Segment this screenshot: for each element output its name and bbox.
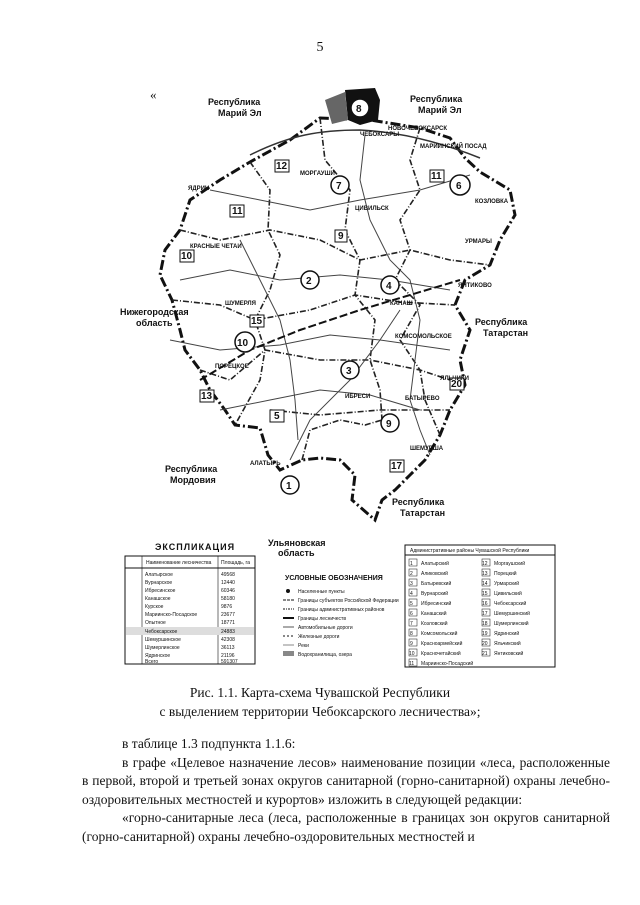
- town-cheboksary: ЧЕБОКСАРЫ: [360, 132, 400, 138]
- town-shumerlya: ШУМЕРЛЯ: [225, 301, 256, 307]
- region-10b: 10: [181, 251, 193, 262]
- map-svg: [120, 80, 560, 670]
- explication-title: ЭКСПЛИКАЦИЯ: [155, 542, 236, 552]
- svg-text:18: 18: [482, 621, 488, 627]
- svg-text:1: 1: [410, 561, 413, 567]
- svg-text:Курское: Курское: [145, 604, 164, 610]
- town-morgaushi: МОРГАУШИ: [300, 171, 335, 177]
- region-5: 5: [274, 411, 280, 422]
- legend-title: УСЛОВНЫЕ ОБОЗНАЧЕНИЯ: [285, 575, 383, 582]
- svg-text:Вурнарское: Вурнарское: [145, 580, 173, 586]
- town-tsivilsk: ЦИВИЛЬСК: [355, 206, 389, 212]
- svg-text:Ядринское: Ядринское: [145, 653, 171, 659]
- town-kanash: КАНАШ: [390, 301, 413, 307]
- svg-text:16: 16: [482, 601, 488, 607]
- label-tatarstan-2: Татарстан: [483, 328, 529, 338]
- region-20: 20: [451, 379, 463, 390]
- svg-text:Границы административных район: Границы административных районов: [298, 607, 385, 613]
- region-1: 1: [286, 481, 292, 492]
- region-8: 8: [356, 104, 362, 115]
- svg-text:12440: 12440: [221, 580, 235, 586]
- svg-text:Красноармейский: Красноармейский: [421, 641, 463, 647]
- svg-text:Мариинско-Посадский: Мариинско-Посадский: [421, 661, 474, 667]
- region-15: 15: [251, 316, 263, 327]
- body-text: [82, 735, 610, 846]
- svg-text:60346: 60346: [221, 588, 235, 594]
- region-number-labels: [180, 99, 470, 494]
- svg-text:Границы лесничеств: Границы лесничеств: [298, 616, 346, 622]
- svg-text:Моргаушский: Моргаушский: [494, 561, 526, 567]
- svg-text:20: 20: [482, 641, 488, 647]
- figure-caption: [0, 683, 640, 721]
- svg-text:Аликовский: Аликовский: [421, 571, 448, 577]
- svg-text:Населенные пункты: Населенные пункты: [298, 589, 345, 595]
- svg-text:6: 6: [410, 611, 413, 617]
- region-3: 3: [346, 366, 352, 377]
- caption-line-1: Рис. 1.1. Карта-схема Чувашской Республики: [189, 685, 451, 700]
- town-yalchiki: ЯЛЬЧИКИ: [440, 376, 469, 382]
- svg-text:Всего: Всего: [145, 659, 159, 665]
- label-mari-el-east-1: Республика: [410, 94, 463, 104]
- svg-text:7: 7: [410, 621, 413, 627]
- label-mari-el-2: Марий Эл: [218, 108, 262, 118]
- svg-text:Реки: Реки: [298, 643, 309, 649]
- svg-text:23677: 23677: [221, 612, 235, 618]
- town-kozlovka: КОЗЛОВКА: [475, 199, 509, 205]
- explication-col-area: Площадь, га: [221, 560, 251, 566]
- label-nizhny-1: Нижегородская: [120, 307, 189, 317]
- svg-text:13: 13: [482, 571, 488, 577]
- svg-text:Шемуршинский: Шемуршинский: [494, 611, 530, 617]
- svg-text:3: 3: [410, 581, 413, 587]
- svg-text:591307: 591307: [221, 659, 238, 665]
- svg-text:Урмарский: Урмарский: [494, 581, 520, 587]
- svg-text:Шумерлинское: Шумерлинское: [145, 645, 180, 651]
- svg-text:Красночетайский: Красночетайский: [421, 651, 461, 657]
- region-4: 4: [386, 281, 392, 292]
- svg-text:10: 10: [409, 651, 415, 657]
- svg-text:Водохранилища, озера: Водохранилища, озера: [298, 652, 352, 658]
- region-6: 6: [456, 181, 462, 192]
- region-9: 9: [338, 231, 344, 242]
- svg-text:5: 5: [410, 601, 413, 607]
- paragraph-1: в таблице 1.3 подпункта 1.1.6:: [122, 736, 296, 751]
- svg-text:Чебоксарский: Чебоксарский: [494, 601, 527, 607]
- label-tatarstan-1: Республика: [475, 317, 528, 327]
- label-ulyanovsk-2: область: [278, 548, 315, 558]
- map-figure: [120, 80, 560, 670]
- roads: [170, 135, 470, 460]
- town-urmary: УРМАРЫ: [465, 239, 492, 245]
- town-komsomolskoe: КОМСОМОЛЬСКОЕ: [395, 334, 452, 340]
- region-11b: 11: [431, 171, 442, 182]
- svg-text:Чебоксарское: Чебоксарское: [145, 629, 178, 635]
- svg-text:11: 11: [409, 661, 415, 667]
- page-number: 5: [316, 40, 324, 55]
- svg-text:Шумерлинский: Шумерлинский: [494, 621, 529, 627]
- svg-text:9876: 9876: [221, 604, 233, 610]
- svg-text:15: 15: [482, 591, 488, 597]
- svg-text:Алатырское: Алатырское: [145, 572, 173, 578]
- explication-table: [125, 542, 255, 665]
- districts-title: Административные районы Чувашской Республики: [410, 548, 530, 554]
- label-mordovia-1: Республика: [165, 464, 218, 474]
- label-ulyanovsk-1: Ульяновская: [268, 538, 326, 548]
- svg-text:Автомобильные дороги: Автомобильные дороги: [298, 625, 353, 631]
- region-2: 2: [306, 276, 312, 287]
- region-11: 11: [232, 206, 243, 217]
- svg-text:21196: 21196: [221, 653, 235, 659]
- svg-text:Границы субъектов Российской Ф: Границы субъектов Российской Федерации: [298, 598, 399, 604]
- svg-text:Ядринский: Ядринский: [494, 631, 520, 637]
- svg-text:18771: 18771: [221, 620, 235, 626]
- town-poretskoe: ПОРЕЦКОЕ: [215, 364, 249, 370]
- svg-text:Вурнарский: Вурнарский: [421, 591, 449, 597]
- town-novocheboksarsk: НОВОЧЕБОКСАРСК: [388, 126, 447, 132]
- svg-text:Шемуршинское: Шемуршинское: [145, 637, 181, 643]
- svg-text:2: 2: [410, 571, 413, 577]
- svg-text:Яльчикский: Яльчикский: [494, 641, 521, 647]
- label-mordovia-2: Мордовия: [170, 475, 216, 485]
- neighbor-labels: [120, 94, 528, 558]
- svg-text:Цивильский: Цивильский: [494, 591, 522, 597]
- region-13: 13: [201, 391, 213, 402]
- town-mariinsky-posad: МАРИИНСКИЙ ПОСАД: [420, 144, 487, 150]
- paragraph-2: в графе «Целевое назначение лесов» наименование позиции «леса, расположенные в первой, второй и третьей зонах округов санитарной (горно-санитарной) охраны лечебно-оздоровительных местностей и курортов» изложить в следующей редакции:: [82, 754, 610, 807]
- svg-text:Ибресинское: Ибресинское: [145, 588, 176, 594]
- svg-text:36113: 36113: [221, 645, 235, 651]
- svg-text:49568: 49568: [221, 572, 235, 578]
- svg-text:Янтиковский: Янтиковский: [494, 651, 524, 657]
- svg-text:Канашский: Канашский: [421, 611, 447, 617]
- region-12: 12: [276, 161, 288, 172]
- svg-text:58180: 58180: [221, 596, 235, 602]
- town-yadrin: ЯДРИН: [188, 186, 210, 192]
- svg-text:12: 12: [482, 561, 488, 567]
- map-legend: [283, 575, 399, 658]
- town-batyrevo: БАТЫРЕВО: [405, 396, 440, 402]
- town-ibresi: ИБРЕСИ: [345, 394, 371, 400]
- region-10: 10: [237, 338, 249, 349]
- town-krasnye-chetai: КРАСНЫЕ ЧЕТАИ: [190, 244, 242, 250]
- svg-text:Алатырский: Алатырский: [421, 561, 449, 567]
- svg-text:9: 9: [410, 641, 413, 647]
- town-shemursha: ШЕМУРША: [410, 446, 444, 452]
- label-tatarstan-bottom-2: Татарстан: [400, 508, 446, 518]
- svg-text:Ибресинский: Ибресинский: [421, 601, 452, 607]
- label-nizhny-2: область: [136, 318, 173, 328]
- opening-quote: «: [150, 87, 157, 102]
- region-17: 17: [391, 461, 403, 472]
- svg-text:Козловский: Козловский: [421, 621, 448, 627]
- svg-text:42308: 42308: [221, 637, 235, 643]
- svg-text:19: 19: [482, 631, 488, 637]
- svg-text:Опытное: Опытное: [145, 620, 166, 626]
- town-yantikovo: ЯНТИКОВО: [458, 283, 492, 289]
- label-tatarstan-bottom-1: Республика: [392, 497, 445, 507]
- region-9b: 9: [386, 419, 392, 430]
- svg-text:4: 4: [410, 591, 413, 597]
- paragraph-3: «горно-санитарные леса (леса, расположенные в границах зон округов санитарной (горно-санитарной) охраны лечебно-оздоровительных местностей и: [82, 810, 610, 844]
- svg-text:24883: 24883: [221, 629, 235, 635]
- svg-text:21: 21: [482, 651, 488, 657]
- label-mari-el-1: Республика: [208, 97, 261, 107]
- town-alatyr: АЛАТЫРЬ: [250, 461, 281, 467]
- label-mari-el-east-2: Марий Эл: [418, 105, 462, 115]
- svg-text:14: 14: [482, 581, 488, 587]
- svg-text:Железные дороги: Железные дороги: [298, 634, 340, 640]
- svg-text:17: 17: [482, 611, 488, 617]
- districts-table: [405, 545, 555, 667]
- explication-col-name: Наименование лесничества: [146, 560, 212, 566]
- svg-text:Комсомольский: Комсомольский: [421, 631, 458, 637]
- svg-text:Порецкий: Порецкий: [494, 571, 517, 577]
- svg-text:8: 8: [410, 631, 413, 637]
- region-7: 7: [336, 181, 342, 192]
- svg-text:Мариинско-Посадское: Мариинско-Посадское: [145, 612, 198, 618]
- caption-line-2: с выделением территории Чебоксарского лесничества»;: [159, 704, 481, 719]
- svg-text:Канашское: Канашское: [145, 596, 171, 602]
- svg-text:Батыревский: Батыревский: [421, 581, 452, 587]
